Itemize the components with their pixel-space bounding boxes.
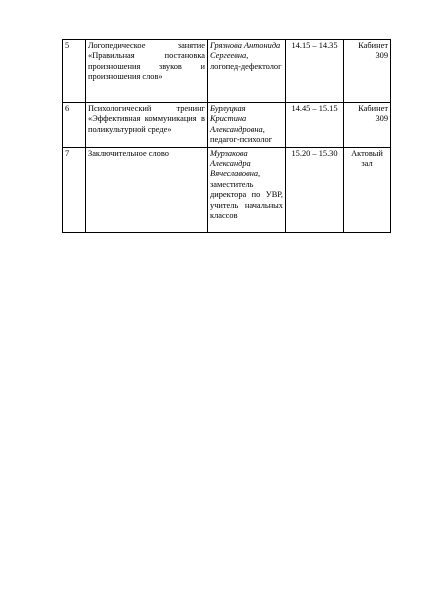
event-place: Кабинет 309: [344, 40, 391, 103]
responsible-name: Бурлуцкая Кристина Александровна,: [210, 104, 265, 134]
schedule-table: [62, 39, 391, 233]
responsible-name: Мурзакова Александра Вячеславовна,: [210, 148, 261, 179]
row-number: 6: [63, 103, 86, 148]
event-place: Кабинет 309: [344, 103, 391, 148]
event-place: Актовый зал: [344, 147, 391, 232]
event-title: Заключительное слово: [86, 147, 208, 232]
event-time: 14.45 – 15.15: [286, 103, 344, 148]
table-row: [63, 103, 391, 148]
row-number: 5: [63, 40, 86, 103]
event-title: Логопедическое занятие «Правильная постановка произношения звуков и произношения слов»: [86, 40, 208, 103]
table-row: [63, 40, 391, 103]
responsible-cell: [208, 103, 286, 148]
event-time: 15.20 – 15.30: [286, 147, 344, 232]
table-row: [63, 147, 391, 232]
responsible-cell: [208, 40, 286, 103]
responsible-position: заместитель директора по УВР, учитель начальных классов: [210, 179, 283, 221]
responsible-cell: [208, 147, 286, 232]
event-title: Психологический тренинг «Эффективная коммуникация в поликультурной среде»: [86, 103, 208, 148]
responsible-name: Грязнова Антонида Сергеевна,: [210, 41, 281, 61]
responsible-position: логопед-дефектолог: [210, 61, 282, 71]
responsible-position: педагог-психолог: [210, 135, 273, 145]
event-time: 14.15 – 14.35: [286, 40, 344, 103]
row-number: 7: [63, 147, 86, 232]
